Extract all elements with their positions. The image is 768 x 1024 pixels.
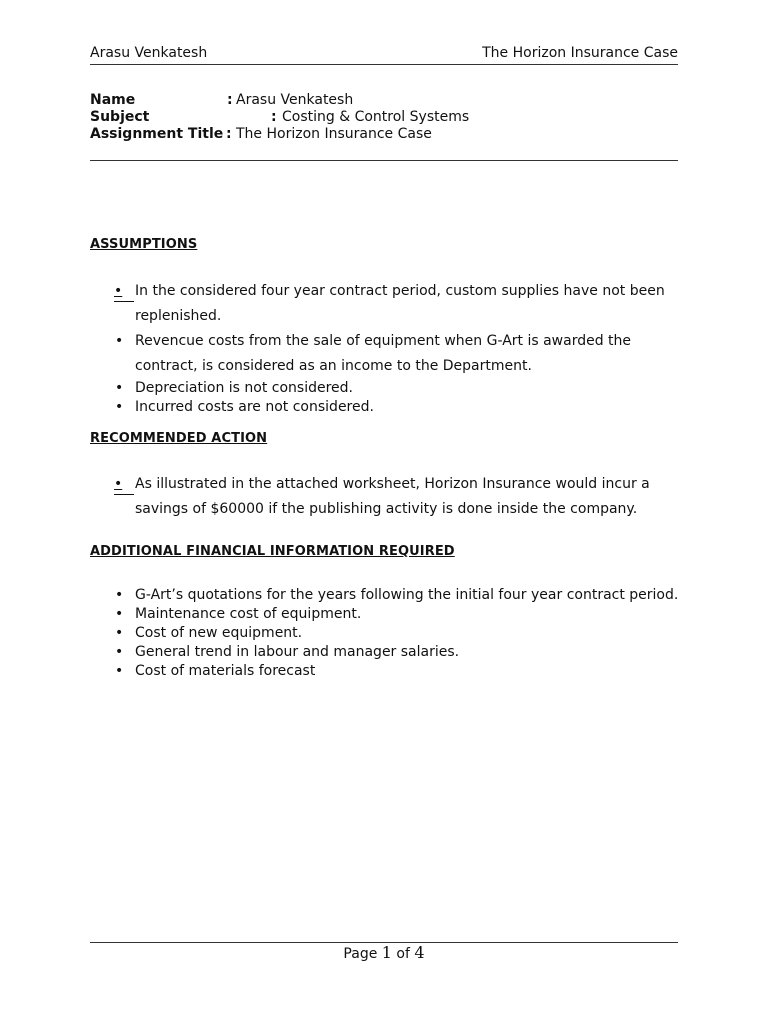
meta-name-label: Name: [90, 92, 136, 108]
list-item-text: Depreciation is not considered.: [135, 380, 354, 396]
meta-assignment-colon: :: [226, 126, 232, 142]
list-item: [90, 279, 690, 329]
page-header: [90, 44, 678, 65]
footer-current-page: 1: [381, 943, 392, 962]
bullet-mark: •: [115, 333, 124, 349]
meta-assignment-label: Assignment Title: [90, 126, 224, 142]
list-item-text: contract, is considered as an income to the Department.: [135, 358, 532, 374]
meta-assignment-value: The Horizon Insurance Case: [236, 126, 432, 142]
bullet-mark: •: [115, 587, 124, 603]
meta-name-value: Arasu Venkatesh: [236, 92, 354, 108]
list-item-text: Maintenance cost of equipment.: [135, 606, 362, 622]
list-item: [90, 398, 690, 417]
footer-total-pages: 4: [414, 943, 425, 962]
bullet-mark: •: [115, 399, 124, 415]
meta-name-colon: :: [227, 92, 233, 108]
list-item-text: replenished.: [135, 308, 222, 324]
recommended-action-heading: RECOMMENDED ACTION: [90, 431, 268, 446]
additional-info-heading: ADDITIONAL FINANCIAL INFORMATION REQUIRED: [90, 544, 455, 559]
list-item-text: G-Art’s quotations for the years following the initial four year contract period.: [135, 587, 679, 603]
additional-info-list: [90, 586, 690, 681]
bullet-mark: •: [114, 472, 122, 497]
list-item-text: Incurred costs are not considered.: [135, 399, 374, 415]
list-item-text: In the considered four year contract period, custom supplies have not been: [135, 283, 665, 299]
list-item: [90, 329, 690, 379]
page-footer: [90, 942, 678, 962]
header-title: The Horizon Insurance Case: [482, 45, 678, 61]
list-item: [90, 624, 690, 643]
meta-subject-label: Subject: [90, 109, 150, 125]
meta-row-name: [90, 92, 678, 109]
list-item-text: Cost of materials forecast: [135, 663, 316, 679]
list-item-text: Cost of new equipment.: [135, 625, 303, 641]
meta-subject-colon: :: [271, 109, 277, 125]
bullet-mark: •: [115, 625, 124, 641]
footer-page-word: Page: [343, 946, 378, 962]
list-item: [90, 643, 690, 662]
bullet-mark: •: [115, 606, 124, 622]
meta-row-subject: [90, 109, 678, 126]
bullet-mark: •: [115, 644, 124, 660]
list-item-text: As illustrated in the attached worksheet, Horizon Insurance would incur a: [135, 476, 650, 492]
meta-divider: [90, 160, 678, 161]
bullet-mark: •: [114, 279, 122, 304]
recommended-action-list: [90, 472, 690, 522]
list-item: [90, 586, 690, 605]
meta-subject-value: Costing & Control Systems: [282, 109, 470, 125]
list-item: [90, 379, 690, 398]
list-item: [90, 472, 690, 522]
assignment-meta: [90, 92, 678, 143]
meta-row-assignment: [90, 126, 678, 143]
list-item: [90, 605, 690, 624]
list-item-text: Revencue costs from the sale of equipment when G-Art is awarded the: [135, 333, 632, 349]
header-author: Arasu Venkatesh: [90, 45, 208, 61]
assumptions-heading: ASSUMPTIONS: [90, 237, 198, 252]
list-item-text: General trend in labour and manager salaries.: [135, 644, 460, 660]
bullet-mark: •: [115, 663, 124, 679]
footer-of-word: of: [396, 946, 410, 962]
bullet-mark: •: [115, 380, 124, 396]
assumptions-list: [90, 279, 690, 417]
list-item: [90, 662, 690, 681]
list-item-text: savings of $60000 if the publishing activity is done inside the company.: [135, 501, 638, 517]
